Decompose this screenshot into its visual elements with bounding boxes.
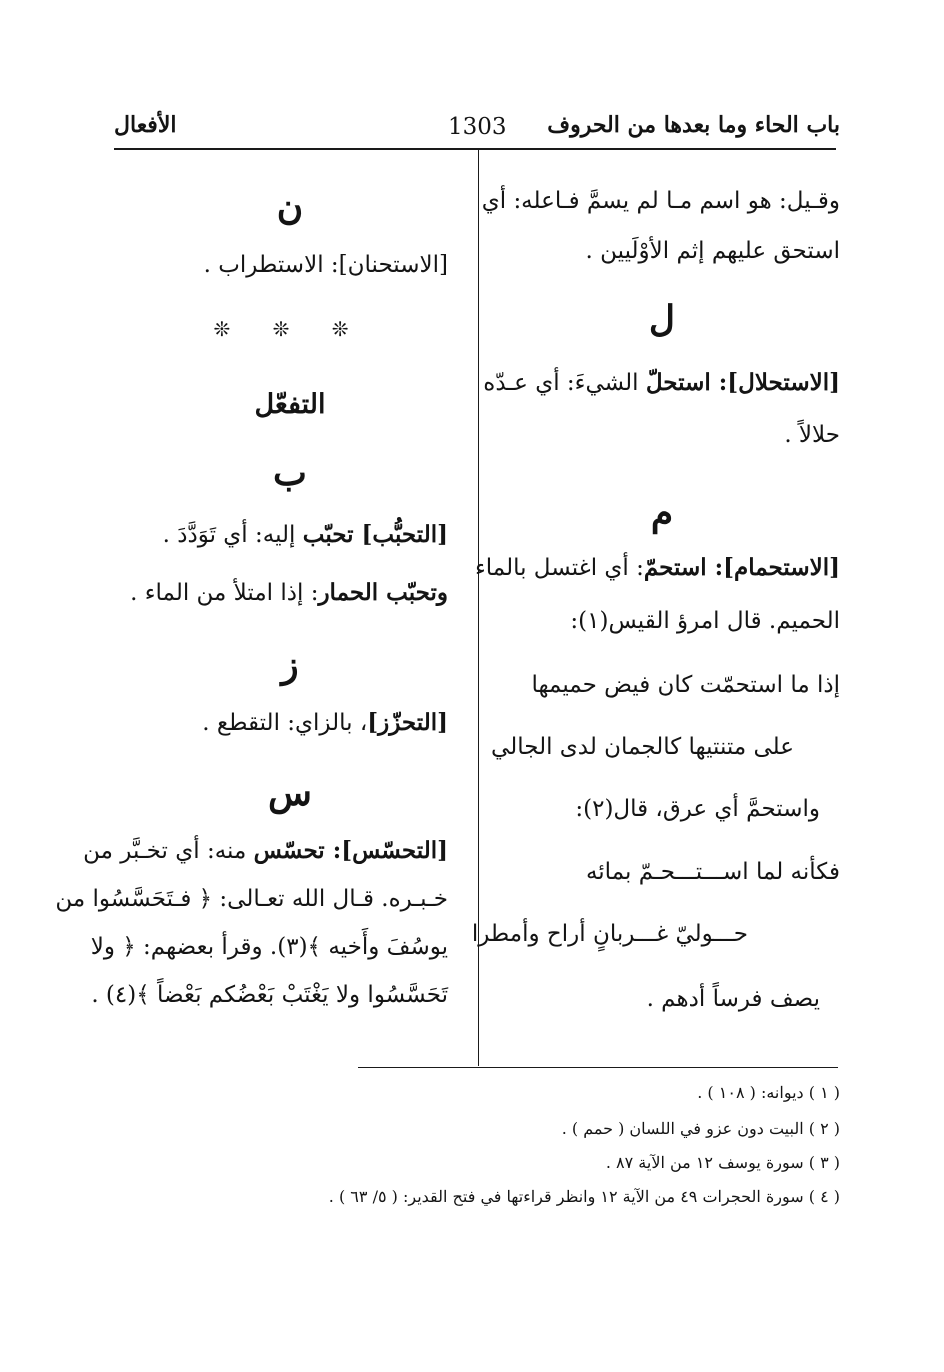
footnote-1: ( ١ ) ديوانه: ( ١٠٨ ) .: [697, 1083, 840, 1102]
entry-istihmam: [475, 553, 840, 583]
entry-istihlal-definition: الشيءَ: أي عـدّه: [483, 370, 639, 396]
entry-istihmam-sweat: واستحمَّ أي عرق، قال(٢):: [575, 796, 820, 822]
entry-istihlal-term: [الاستحلال]: استحلّ: [645, 369, 840, 396]
letter-heading-lam: ل: [648, 298, 676, 340]
entry-istihlal-line-2: حلالاً .: [784, 422, 840, 448]
right-text-line-2: استحق عليهم إثم الأوْلَيين .: [585, 238, 840, 264]
entry-tahabbub-term: [التحبُّب] تحبّب: [302, 521, 448, 548]
entry-tahassus-line-4: تَحَسَّسُوا ولا يَغْتَبْ بَعْضُكم بَعْضاً ﴾(٤) .: [91, 982, 448, 1008]
footnote-2: ( ٢ ) البيت دون عزو في اللسان ( حمم ) .: [561, 1119, 840, 1138]
header-rule: [114, 148, 836, 150]
entry-tahabbub-donkey-term: وتحبّب الحمار: [318, 579, 448, 606]
entry-istihmam-definition: : أي اغتسل بالماء: [474, 555, 644, 581]
verse-1-second-hemistich: على متنتيها كالجمان لدى الجالي: [491, 734, 794, 760]
entry-tahabbub-donkey: [130, 578, 448, 608]
footnote-4: ( ٤ ) سورة الحجرات ٤٩ من الآية ١٢ وانظر قراءتها في فتح القدير: ( ٥/ ٦٣ ) .: [328, 1187, 840, 1206]
verse-description: يصف فرساً أدهم .: [646, 986, 820, 1012]
entry-tahabbub-donkey-definition: : إذا امتلأ من الماء .: [130, 580, 319, 606]
entry-tahassus-definition: منه: أي تخـبَّر من: [83, 838, 247, 864]
entry-tahazzuz: [202, 708, 448, 738]
running-header-chapter: باب الحاء وما بعدها من الحروف: [547, 112, 840, 138]
entry-tahassus-term: [التحسّس]: تحسّس: [253, 837, 448, 864]
entry-istihmam-term: [الاستحمام]: استحمّ: [643, 554, 840, 581]
verse-1-first-hemistich: إذا ما استحمّت كان فيض حميمها: [531, 672, 840, 698]
entry-tahazzuz-term: [التحزّز]: [367, 709, 448, 736]
letter-heading-nun: ن: [276, 186, 304, 228]
entry-tahassus-line-2: خـبـره. قـال الله تعـالى: ﴿ فـتَحَسَّسُوا من: [55, 886, 448, 912]
entry-tahassus-line-3: يوسُفَ وأَخيه ﴾(٣). وقرأ بعضهم: ﴿ ولا: [90, 934, 448, 960]
entry-tahabbub-definition: إليه: أي تَوَدَّدَ .: [162, 522, 296, 548]
section-heading-tafaul: التفعّل: [254, 389, 326, 420]
letter-heading-sin: س: [268, 772, 312, 814]
verse-2-second-hemistich: حـــوليّ غـــربانٍ أراح وأمطرا: [471, 921, 748, 947]
entry-istihnan: [الاستحنان]: الاستطراب .: [203, 252, 448, 278]
verse-2-first-hemistich: فكأنه لما اســـتـــحـمّ بمائه: [585, 859, 840, 885]
letter-heading-mim: م: [650, 492, 674, 534]
footnote-rule: [358, 1067, 838, 1068]
page-number: 1303: [448, 114, 507, 140]
section-separator-stars: ❊ ❊ ❊: [213, 317, 367, 341]
entry-istihlal: [483, 368, 840, 398]
footnote-3: ( ٣ ) سورة يوسف ١٢ من الآية ٨٧ .: [605, 1153, 840, 1172]
letter-heading-ba: ب: [273, 452, 307, 494]
running-header-section: الأفعال: [114, 112, 177, 138]
entry-tahazzuz-definition: ، بالزاي: التقطع .: [202, 710, 368, 736]
letter-heading-zay: ز: [281, 644, 299, 686]
entry-tahabbub: [163, 520, 448, 550]
entry-istihmam-line-2: الحميم. قال امرؤ القيس(١):: [570, 608, 840, 634]
right-text-line-1: وقـيل: هو اسم مـا لم يسمَّ فـاعله: أي: [481, 188, 840, 214]
entry-tahassus: [83, 836, 448, 866]
